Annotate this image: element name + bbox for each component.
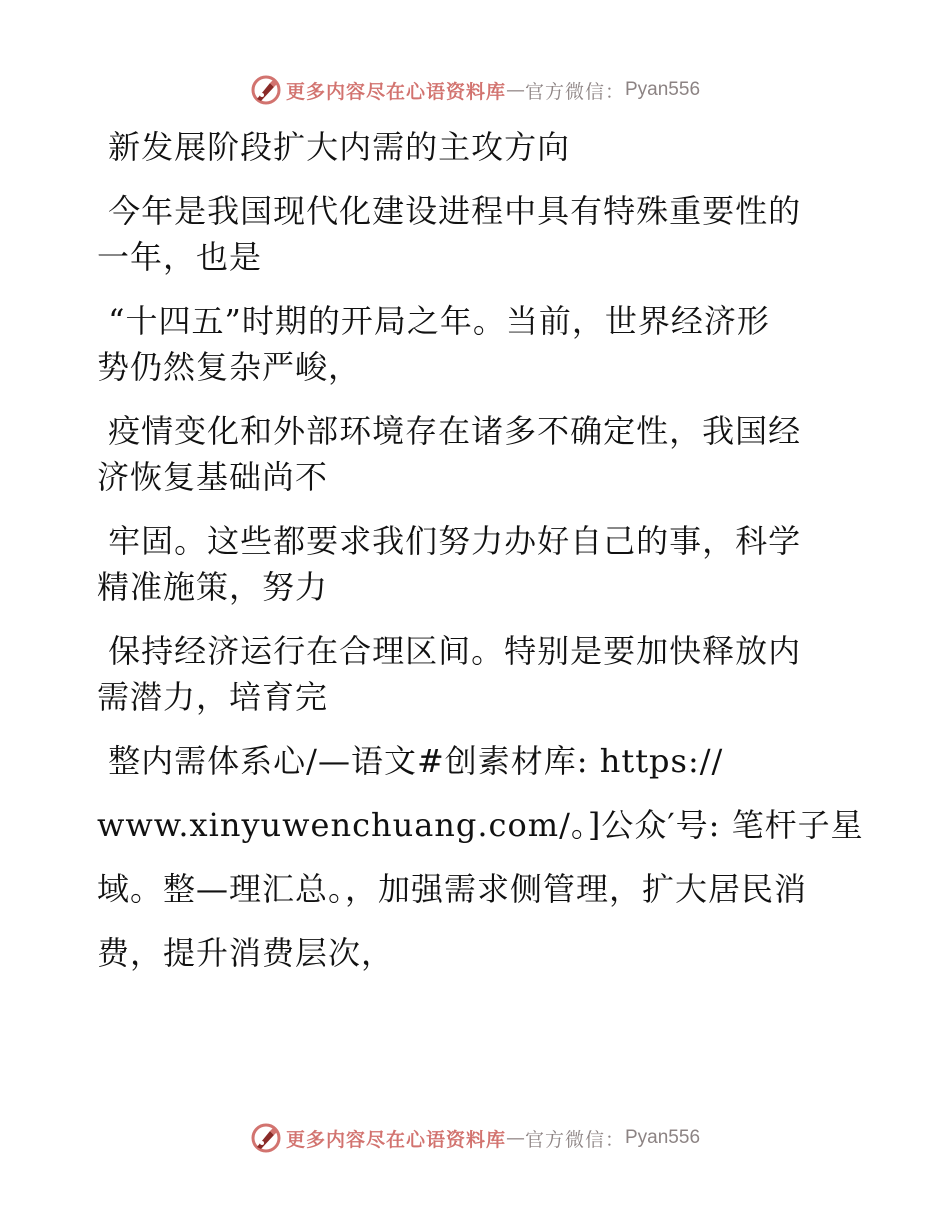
document-body: [97, 124, 864, 976]
footer-watermark-banner: [0, 1118, 950, 1158]
pen-nib-circle-icon: [250, 74, 282, 106]
banner-separator: —: [505, 1127, 525, 1149]
paragraph-line: 疫情变化和外部环境存在诸多不确定性，我国经: [97, 412, 802, 450]
banner-library-text: 更多内容尽在心语资料库: [285, 1128, 506, 1151]
paragraph-line: 精准施策，努力: [97, 568, 329, 606]
paragraph-line: 一年，也是: [97, 238, 263, 276]
document-title: 新发展阶段扩大内需的主攻方向: [97, 128, 571, 166]
paragraph-line: 整内需体系心/—语文#创素材库: https://: [97, 742, 724, 780]
banner-wechat-id: Pyan556: [625, 79, 701, 100]
banner-wechat-label: 官方微信：: [524, 80, 625, 103]
paragraph-line: “十四五”时期的开局之年。当前，世界经济形: [97, 302, 770, 340]
pen-nib-circle-icon: [250, 1122, 282, 1154]
paragraph-line: 势仍然复杂严峻，: [97, 348, 362, 386]
paragraph-line: 费，提升消费层次，: [97, 934, 395, 972]
paragraph-line: 保持经济运行在合理区间。特别是要加快释放内: [97, 632, 802, 670]
paragraph-line: 今年是我国现代化建设进程中具有特殊重要性的: [97, 192, 802, 230]
paragraph-line: 济恢复基础尚不: [97, 458, 329, 496]
banner-separator: —: [505, 79, 525, 101]
paragraph-line: 需潜力，培育完: [97, 678, 329, 716]
banner-wechat-label: 官方微信：: [524, 1128, 625, 1151]
paragraph-line: 牢固。这些都要求我们努力办好自己的事，科学: [97, 522, 802, 560]
paragraph-line: www.xinyuwenchuang.com/。]公众′号: 笔杆子星: [97, 806, 864, 844]
header-watermark-banner: [0, 70, 950, 110]
paragraph-line: 域。整—理汇总。，加强需求侧管理，扩大居民消: [97, 870, 808, 908]
banner-library-text: 更多内容尽在心语资料库: [285, 80, 506, 103]
banner-wechat-id: Pyan556: [625, 1127, 701, 1148]
